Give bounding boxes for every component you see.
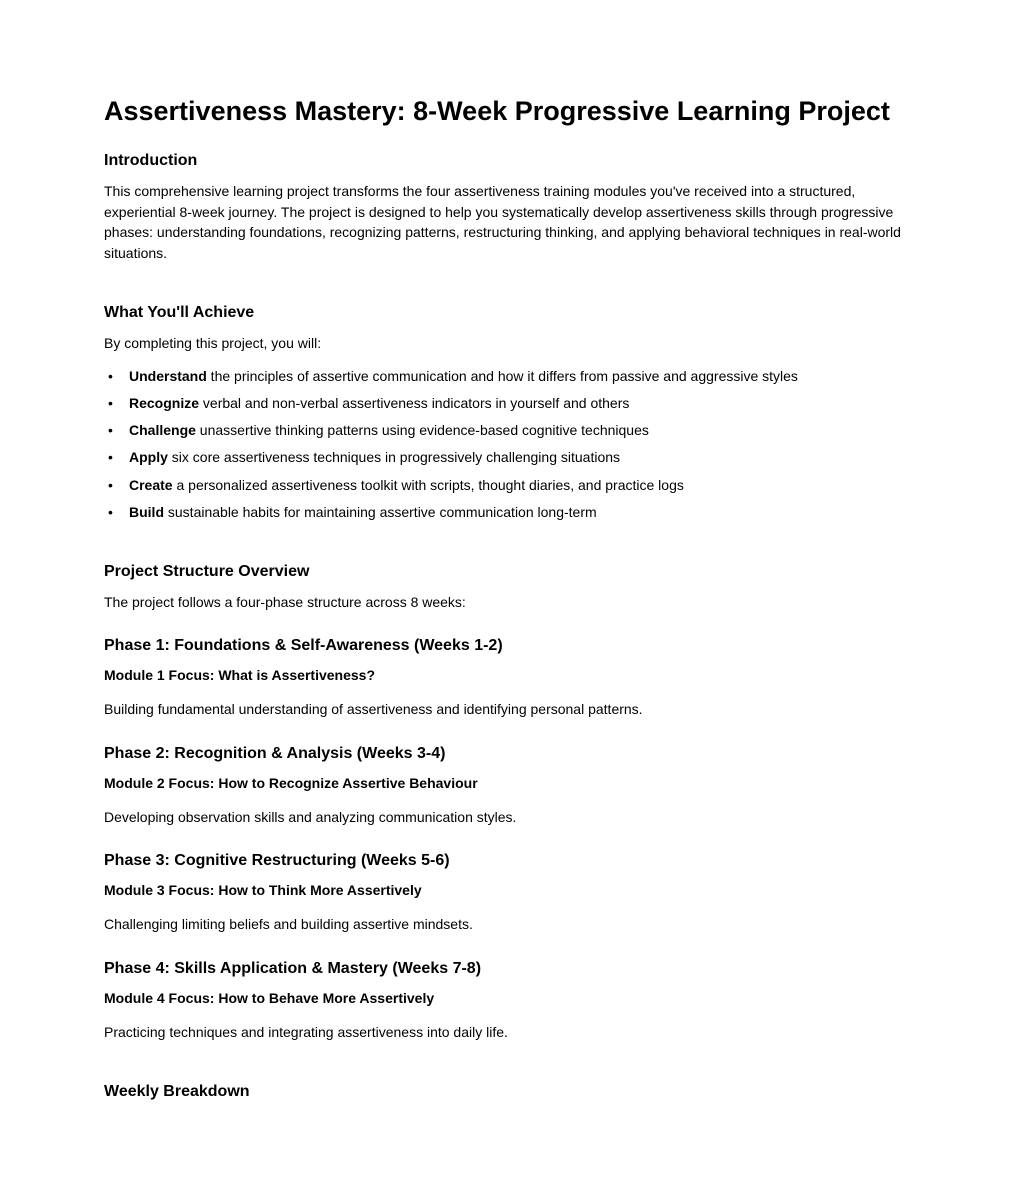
introduction-paragraph: This comprehensive learning project transforms the four assertiveness training modules you've received into a structured, experiential 8-week journey. The project is designed to help you systematically develop assertiveness skills through progressive phases: understanding foundations, recognizing patterns, restructuring thinking, and applying behavioral techniques in real-world situations. bbox=[104, 183, 901, 261]
achievements-list bbox=[104, 366, 904, 522]
phase-title: Phase 2: Recognition & Analysis (Weeks 3-4) bbox=[104, 744, 446, 762]
document-title: Assertiveness Mastery: 8-Week Progressive Learning Project bbox=[104, 96, 890, 126]
phase-module: Module 1 Focus: What is Assertiveness? bbox=[104, 667, 375, 684]
bullet: • bbox=[108, 422, 113, 439]
bullet: • bbox=[108, 503, 113, 520]
weekly-section bbox=[104, 1082, 904, 1102]
phase-title: Phase 4: Skills Application & Mastery (Weeks 7-8) bbox=[104, 959, 482, 977]
phase-block bbox=[104, 851, 904, 935]
achieve-lead: By completing this project, you will: bbox=[104, 335, 322, 351]
introduction-section bbox=[104, 151, 904, 263]
list-item bbox=[104, 447, 904, 467]
introduction-heading: Introduction bbox=[104, 152, 198, 169]
phase-block bbox=[104, 744, 904, 828]
item-text: verbal and non-verbal assertiveness indicators in yourself and others bbox=[199, 394, 630, 411]
structure-heading: Project Structure Overview bbox=[104, 562, 310, 580]
achieve-section bbox=[104, 303, 904, 522]
list-item bbox=[104, 502, 904, 522]
list-item bbox=[104, 420, 904, 440]
achieve-heading: What You'll Achieve bbox=[104, 304, 255, 321]
list-item bbox=[104, 366, 904, 386]
item-keyword: Understand bbox=[129, 367, 207, 384]
structure-lead: The project follows a four-phase structure across 8 weeks: bbox=[104, 593, 466, 610]
bullet: • bbox=[108, 449, 113, 466]
bullet: • bbox=[108, 367, 113, 384]
phase-block bbox=[104, 959, 904, 1043]
item-keyword: Recognize bbox=[129, 394, 200, 411]
list-item bbox=[104, 475, 904, 495]
phase-block bbox=[104, 636, 904, 720]
phase-description: Challenging limiting beliefs and building assertive mindsets. bbox=[104, 916, 473, 933]
phase-title: Phase 3: Cognitive Restructuring (Weeks 5-6) bbox=[104, 852, 450, 870]
weekly-heading: Weekly Breakdown bbox=[104, 1083, 250, 1101]
item-keyword: Challenge bbox=[129, 422, 196, 439]
phase-description: Practicing techniques and integrating assertiveness into daily life. bbox=[104, 1023, 508, 1040]
phase-module: Module 3 Focus: How to Think More Assertively bbox=[104, 882, 422, 899]
item-keyword: Create bbox=[129, 476, 173, 493]
item-text: six core assertiveness techniques in progressively challenging situations bbox=[167, 449, 621, 466]
item-text: a personalized assertiveness toolkit with scripts, thought diaries, and practice logs bbox=[172, 476, 684, 493]
bullet: • bbox=[108, 476, 113, 493]
phase-description: Developing observation skills and analyzing communication styles. bbox=[104, 808, 517, 825]
item-text: the principles of assertive communication and how it differs from passive and aggressive styles bbox=[206, 367, 798, 384]
item-keyword: Build bbox=[129, 503, 164, 520]
item-text: unassertive thinking patterns using evidence-based cognitive techniques bbox=[195, 422, 649, 439]
phase-title: Phase 1: Foundations & Self-Awareness (Weeks 1-2) bbox=[104, 637, 503, 655]
bullet: • bbox=[108, 394, 113, 411]
item-keyword: Apply bbox=[129, 449, 168, 466]
structure-section bbox=[104, 562, 904, 1043]
phase-description: Building fundamental understanding of assertiveness and identifying personal patterns. bbox=[104, 701, 643, 718]
item-text: sustainable habits for maintaining assertive communication long-term bbox=[164, 503, 597, 520]
phase-module: Module 4 Focus: How to Behave More Assertively bbox=[104, 989, 435, 1006]
phase-module: Module 2 Focus: How to Recognize Assertive Behaviour bbox=[104, 774, 478, 791]
list-item bbox=[104, 393, 904, 413]
